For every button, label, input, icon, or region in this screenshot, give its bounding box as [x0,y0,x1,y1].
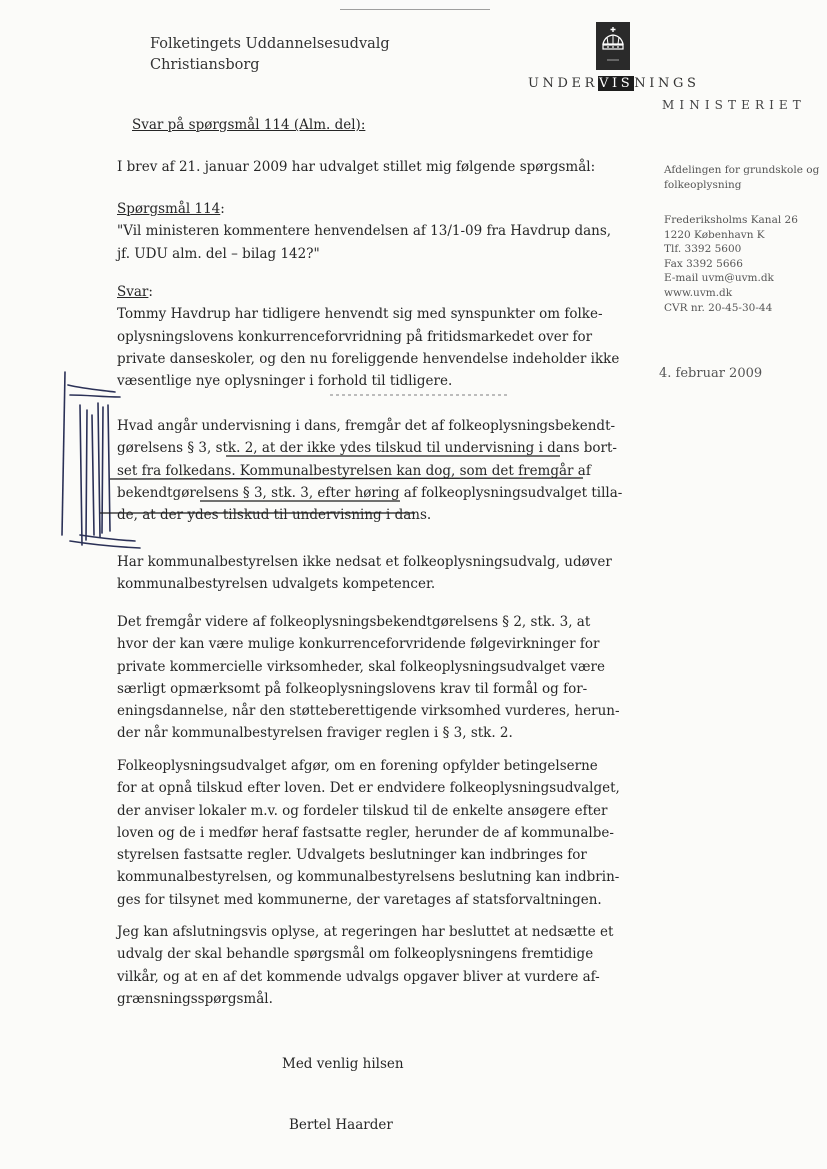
crown-icon [596,22,630,70]
question-heading-colon: : [220,201,225,217]
signature-name: Bertel Haarder [289,1117,393,1133]
body-line: grænsningsspørgsmål. [117,990,273,1007]
logo-word-part: UNDER [528,76,599,91]
answer-line: private danseskoler, og den nu foreliggende henvendelse indeholder ikke [117,350,620,367]
question-line: jf. UDU alm. del – bilag 142?" [117,245,320,262]
body-line: kommunalbestyrelsen, og kommunalbestyrelsens beslutning kan indbrin- [117,869,620,886]
recipient-line: Christiansborg [150,57,260,73]
recipient-line: Folketingets Uddannelsesudvalg [150,36,390,52]
sidebar-line: CVR nr. 20-45-30-44 [664,301,773,314]
body-paragraph [117,755,620,911]
marked-paragraph-line: set fra folkedans. Kommunalbestyrelsen kan dog, som det fremgår af [117,462,591,479]
body-line: udvalg der skal behandle spørgsmål om folkeoplysningens fremtidige [117,946,594,963]
body-paragraph [117,611,620,745]
logo-word-part-highlight: VIS [599,76,634,91]
body-paragraph [117,921,613,1010]
marked-paragraph-line: gørelsens § 3, stk. 2, at der ikke ydes tilskud til undervisning i dans bort- [117,440,617,457]
logo-word-part: NINGS [634,76,700,91]
body-line: eningsdannelse, når den støtteberettigende virksomhed vurderes, herun- [117,703,620,720]
scan-artifact [340,9,490,10]
question-heading-label: Spørgsmål 114 [117,201,221,217]
sidebar-line: Fax 3392 5666 [664,257,743,270]
body-line: hvor der kan være mulige konkurrenceforvridende følgevirkninger for [117,636,600,653]
body-line: der når kommunalbestyrelsen fraviger reglen i § 3, stk. 2. [117,725,513,742]
letter-date: 4. februar 2009 [659,366,763,381]
sidebar-line: Tlf. 3392 5600 [664,243,742,256]
answer-line: oplysningslovens konkurrenceforvridning på fritidsmarkedet over for [117,328,593,345]
answer-heading-colon: : [148,284,153,300]
question-line: "Vil ministeren kommentere henvendelsen af 13/1-09 fra Havdrup dans, [117,223,612,240]
answer-line: Tommy Havdrup har tidligere henvendt sig med synspunkter om folke- [117,306,603,323]
logo-wordmark-line2: MINISTERIET [662,98,806,112]
intro-paragraph: I brev af 21. januar 2009 har udvalget stillet mig følgende spørgsmål: [117,159,596,175]
answer-line: væsentlige nye oplysninger i forhold til tidligere. [117,373,453,390]
body-line: loven og de i medfør heraf fastsatte regler, herunder de af kommunalbe- [117,824,614,841]
sidebar-line: 1220 København K [664,228,765,241]
ministry-logo [528,22,818,122]
body-line: for at opnå tilskud efter loven. Det er endvidere folkeoplysningsudvalget, [117,780,620,797]
closing-text: Med venlig hilsen [282,1056,404,1072]
body-paragraph [117,551,612,596]
answer-heading-label: Svar [117,284,149,300]
body-line: der anviser lokaler m.v. og fordeler tilskud til de enkelte ansøgere efter [117,802,608,819]
body-line: styrelsen fastsatte regler. Udvalgets beslutninger kan indbringes for [117,847,587,864]
sidebar-contact [664,213,798,315]
body-line: Folkeoplysningsudvalget afgør, om en forening opfylder betingelserne [117,758,598,774]
sidebar-line: E-mail uvm@uvm.dk [664,272,774,285]
body-line: Det fremgår videre af folkeoplysningsbekendtgørelsens § 2, stk. 3, at [117,614,591,630]
answer-heading [117,281,619,303]
question-heading [117,198,611,220]
subject-heading: Svar på spørgsmål 114 (Alm. del): [132,117,366,133]
sidebar-line: Afdelingen for grundskole og [664,164,820,176]
body-line: Jeg kan afslutningsvis oplyse, at regeringen har besluttet at nedsætte et [117,924,614,940]
sidebar-line: www.uvm.dk [664,286,733,299]
body-line: kommunalbestyrelsen udvalgets kompetencer. [117,576,436,593]
recipient-block [150,34,390,76]
marked-paragraph [117,415,622,526]
body-line: Har kommunalbestyrelsen ikke nedsat et folkeoplysningsudvalg, udøver [117,554,612,570]
sidebar-line: Frederiksholms Kanal 26 [664,214,798,226]
marked-paragraph-line: bekendtgørelsens § 3, stk. 3, efter høring af folkeoplysningsudvalget tilla- [117,484,623,501]
body-line: ges for tilsynet med kommunerne, der varetages af statsforvaltningen. [117,891,602,908]
marked-paragraph-line: de, at der ydes tilskud til undervisning i dans. [117,507,432,524]
body-line: vilkår, og at en af det kommende udvalgs opgaver bliver at vurdere af- [117,968,600,985]
marked-paragraph-line: Hvad angår undervisning i dans, fremgår det af folkeoplysningsbekendt- [117,418,616,434]
body-line: særligt opmærksomt på folkeoplysningslovens krav til formål og for- [117,680,588,697]
sidebar-line: folkeoplysning [664,178,742,191]
logo-wordmark [528,76,699,91]
sidebar-department [664,163,819,192]
question-block [117,198,611,265]
body-line: private kommercielle virksomheder, skal folkeoplysningsudvalget være [117,658,605,675]
